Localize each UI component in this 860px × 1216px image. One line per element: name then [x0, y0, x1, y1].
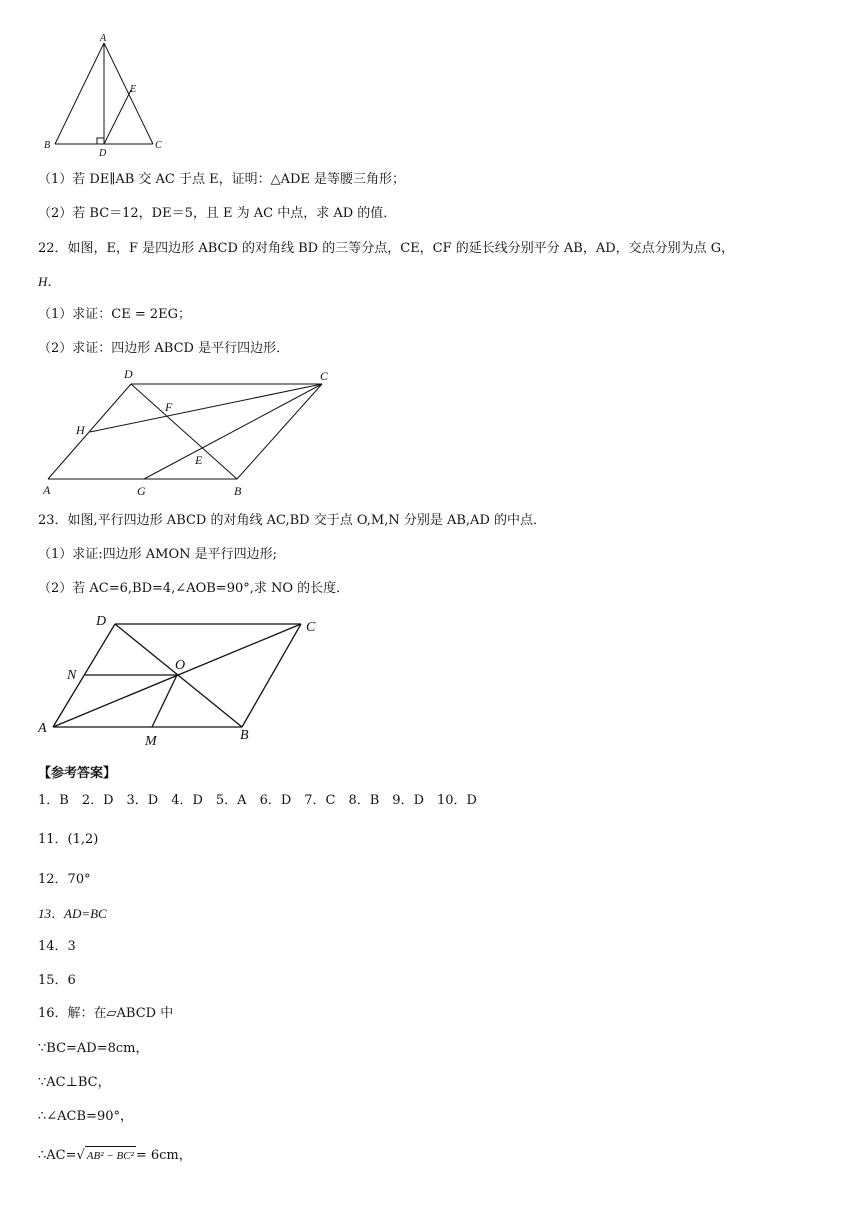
answer-13: 13．AD=BC	[38, 906, 107, 921]
quadrilateral-figure	[38, 362, 348, 502]
label-b: B	[240, 728, 249, 743]
answers-heading: 【参考答案】	[38, 766, 117, 781]
label-c: C	[320, 369, 329, 383]
answer-16-line5-suffix: = 6cm，	[135, 1148, 192, 1163]
answers-multiple-choice: 1．B 2．D 3．D 4．D 5．A 6．D 7．C 8．B 9．D 10．D	[38, 793, 477, 808]
q22-stem-line1: 22．如图，E，F 是四边形 ABCD 的对角线 BD 的三等分点，CE，CF 的延长线分别平分 AB，AD，交点分别为点 G，	[38, 241, 735, 256]
answer-11: 11．(1,2)	[38, 832, 99, 847]
label-n: N	[67, 668, 77, 683]
answer-15: 15．6	[38, 973, 76, 988]
answer-16-line2: ∵BC=AD=8cm，	[38, 1041, 149, 1056]
label-d: D	[96, 614, 107, 629]
label-c: C	[155, 140, 162, 151]
q23-part2: （2）若 AC=6,BD=4,∠AOB=90°,求 NO 的长度．	[38, 581, 350, 596]
q21-part1: （1）若 DE∥AB 交 AC 于点 E，证明：△ADE 是等腰三角形；	[38, 172, 406, 187]
q22-part2: （2）求证：四边形 ABCD 是平行四边形．	[38, 341, 290, 356]
label-e: E	[130, 84, 137, 95]
label-b: B	[44, 140, 51, 151]
label-h: H	[76, 423, 85, 437]
answer-12: 12．70°	[38, 872, 91, 887]
parallelogram-figure	[34, 608, 334, 750]
q22-part1: （1）求证：CE = 2EG；	[38, 307, 192, 322]
label-e: E	[195, 453, 203, 467]
answer-14: 14．3	[38, 939, 76, 954]
label-a: A	[38, 721, 47, 736]
answer-16-line1: 16．解：在▱ABCD 中	[38, 1006, 174, 1021]
label-o: O	[175, 658, 186, 673]
answer-16-line5-prefix: ∴AC=	[38, 1148, 77, 1163]
sqrt-sign: √	[76, 1148, 85, 1163]
label-m: M	[145, 734, 157, 749]
q21-part2: （2）若 BC＝12，DE＝5，且 E 为 AC 中点，求 AD 的值．	[38, 206, 397, 221]
label-g: G	[137, 484, 146, 498]
triangle-figure	[38, 30, 168, 160]
label-d: D	[124, 367, 133, 381]
answer-16-line3: ∵AC⊥BC，	[38, 1075, 111, 1090]
q22-stem-line2: H．	[38, 274, 61, 289]
answer-16-line5	[38, 1146, 192, 1165]
label-b: B	[234, 484, 242, 498]
sqrt-radicand: AB² − BC²	[85, 1146, 136, 1165]
answer-16-line4: ∴∠ACB=90°，	[38, 1109, 133, 1124]
label-a: A	[43, 483, 51, 497]
q23-part1: （1）求证:四边形 AMON 是平行四边形;	[38, 547, 278, 562]
label-f: F	[165, 400, 173, 414]
label-c: C	[306, 620, 316, 635]
label-d: D	[99, 148, 107, 159]
q23-stem: 23．如图,平行四边形 ABCD 的对角线 AC,BD 交于点 O,M,N 分别是 AB,AD 的中点．	[38, 513, 546, 528]
label-a: A	[100, 33, 107, 44]
